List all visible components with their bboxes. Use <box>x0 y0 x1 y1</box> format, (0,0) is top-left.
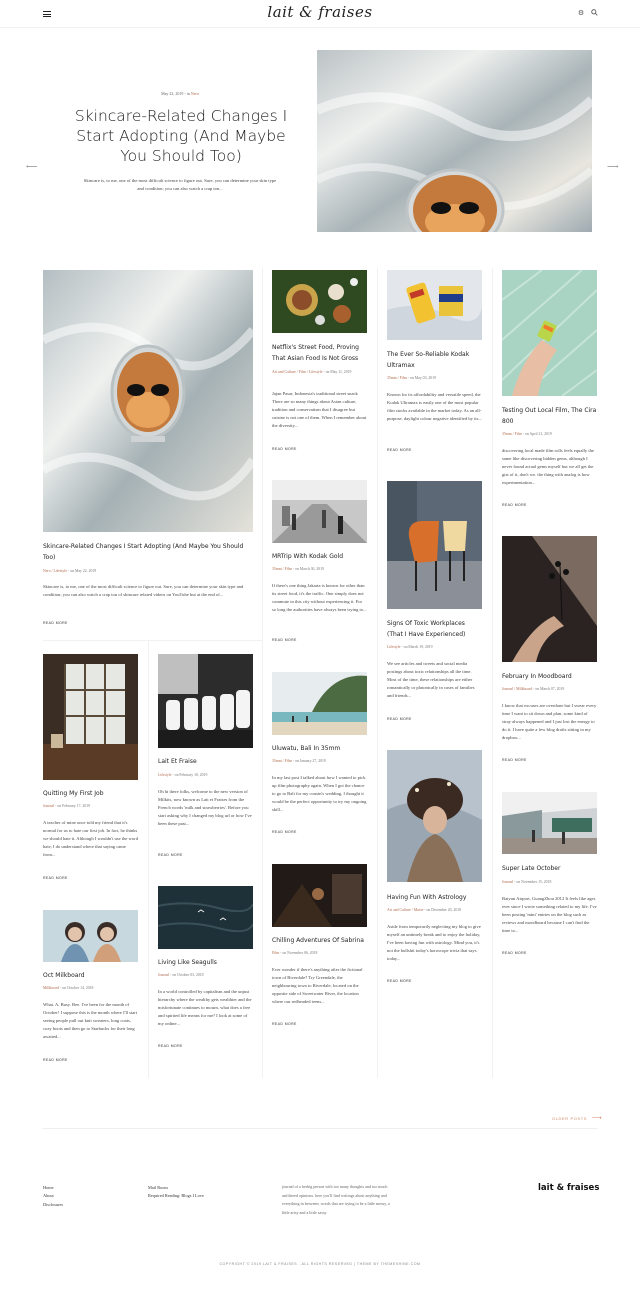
post-image[interactable] <box>502 270 597 396</box>
post-card[interactable] <box>272 672 367 837</box>
post-card[interactable] <box>43 270 253 630</box>
read-more-link[interactable]: READ MORE <box>502 951 527 955</box>
older-posts-label: OLDER POSTS <box>552 1116 588 1121</box>
post-title[interactable]: Quitting My First Job <box>43 790 104 797</box>
post-category[interactable]: Milkboard <box>43 986 60 990</box>
post-title[interactable]: Testing Out Local Film, The Cira 800 <box>502 407 597 425</box>
post-title[interactable]: Skincare-Related Changes I Start Adopting (And Maybe You Should Too) <box>43 543 244 561</box>
hero-image[interactable] <box>317 50 592 232</box>
footer-brand[interactable]: lait & fraises <box>538 1183 600 1193</box>
post-image[interactable] <box>158 654 253 748</box>
footer-link-home[interactable]: Home <box>43 1185 54 1190</box>
grid-divider <box>492 268 493 1078</box>
post-title[interactable]: Lait Et Fraise <box>158 758 197 765</box>
footer-link-required-reading[interactable]: Required Reading: Blogs I Love <box>148 1193 204 1198</box>
post-category[interactable]: Journal / Milkboard <box>502 687 533 691</box>
post-category[interactable]: 35mm / Film <box>272 759 292 763</box>
post-date: - on October 03, 2018 <box>170 973 204 977</box>
post-title[interactable]: The Ever So-Reliable Kodak Ultramax <box>387 351 470 369</box>
post-card[interactable] <box>272 864 367 1034</box>
arrow-left-icon[interactable]: ⟵ <box>26 162 38 171</box>
post-date: - on December 20, 2018 <box>424 908 462 912</box>
post-date: - on May 11, 2019 <box>323 370 352 374</box>
post-category[interactable]: Art and Culture / Musie <box>387 908 424 912</box>
post-excerpt: In a world controlled by capitalism and the unjust hierarchy where the wealthy gets wealthier and the misfortunate continues to mourn, what does a free and spirited life means for me? I look at some of my online... <box>158 989 252 1026</box>
post-date: - on November 15, 2018 <box>514 880 552 884</box>
post-excerpt: If there's one thing Jakarta is known for other than its street food, it's the traffic. One simply does not commute in this city without experiencing it. For so long the authorities have always been trying to... <box>272 583 367 612</box>
post-meta <box>387 645 433 649</box>
post-date: - on May 03, 2019 <box>407 376 436 380</box>
footer-link-about[interactable]: About <box>43 1193 54 1198</box>
grid-divider <box>377 268 378 1078</box>
post-meta <box>158 973 204 977</box>
post-category[interactable]: Journal <box>43 804 55 808</box>
post-category[interactable]: Art and Culture / Film / Lifestyle <box>272 370 323 374</box>
post-title[interactable]: Super Late October <box>502 865 561 872</box>
hero-in: - in <box>184 91 190 96</box>
post-excerpt: Baiyun Airport, GuangZhou 2012 It feels like ages ever since I wrote something related to my life. I've been posting 'mini' entries on the blog such as reviews and moodboard because I can't find the time to... <box>502 896 597 933</box>
post-meta <box>502 880 551 884</box>
footer-link-mail-room[interactable]: Mail Room <box>148 1185 168 1190</box>
read-more-link[interactable]: READ MORE <box>502 758 527 762</box>
post-excerpt: Aside from temporarily neglecting my blog to give myself an untimely break and to enjoy the holiday, I've been having fun with astrology. Mind you, it's not the bullshit today's horoscope trivia that says today... <box>387 924 481 961</box>
post-category[interactable]: Journal <box>502 880 514 884</box>
post-card[interactable] <box>43 910 138 1070</box>
post-date: - on March 19, 2019 <box>401 645 433 649</box>
post-title[interactable]: Having Fun With Astrology <box>387 894 467 901</box>
hero-title[interactable]: Skincare-Related Changes I Start Adopting (And Maybe You Should Too) <box>74 107 288 165</box>
post-card[interactable] <box>387 750 482 990</box>
post-image[interactable] <box>387 481 482 609</box>
footer-link-disclosures[interactable]: Disclosures <box>43 1202 64 1207</box>
post-meta <box>272 567 324 571</box>
post-title[interactable]: Netflix's Street Food, Proving That Asian Food Is Not Gross <box>272 344 359 362</box>
post-title[interactable]: Oct Milkboard <box>43 972 85 979</box>
grid-divider <box>148 640 149 1078</box>
read-more-link[interactable]: READ MORE <box>272 447 297 451</box>
copyright: COPYRIGHT © 2019 LAIT & FRAISES . ALL RIGHTS RESERVED | THEME BY THEMESHINE.COM <box>219 1262 421 1266</box>
grid-divider <box>262 268 263 1078</box>
hero-category[interactable]: Nero <box>190 91 199 96</box>
post-image[interactable] <box>43 654 138 780</box>
post-image[interactable] <box>43 270 253 532</box>
post-title[interactable]: Uluwatu, Bali In 35mm <box>272 745 341 752</box>
post-image[interactable] <box>502 792 597 854</box>
post-card[interactable] <box>502 270 597 510</box>
post-excerpt: Ever wonder if there's anything after the fictional town of Riverdale? Try Greendale, the neighbouring town to Riverdale, located on the opposite side of Sweetwater River, the location where our redheaded teens... <box>272 967 363 1004</box>
post-excerpt: Oh hi there folks, welcome to the new version of Milkits, now known as Lait et Fraises from the French words 'milk and strawberries'. Before you start asking why I changed my blog url or how I've been these past... <box>158 789 252 826</box>
post-category[interactable]: Nero / Lifestyle <box>43 569 68 573</box>
read-more-link[interactable]: READ MORE <box>158 1044 183 1048</box>
post-excerpt: We see articles and tweets and social media postings about toxic relationships all the time. Most of the time, these relationships are either romantically or platonically in cases of families and friends... <box>387 661 475 698</box>
footer-divider <box>43 1128 597 1129</box>
post-image[interactable] <box>272 864 367 927</box>
post-card[interactable] <box>158 654 253 864</box>
post-title[interactable]: Chilling Adventures Of Sabrina <box>272 937 364 944</box>
post-date: - on February 10, 2019 <box>172 773 208 777</box>
older-posts-link[interactable] <box>552 1114 602 1122</box>
arrow-right-icon[interactable]: ⟶ <box>607 162 619 171</box>
read-more-link[interactable]: READ MORE <box>387 979 412 983</box>
post-excerpt: Skincare is, to me, one of the most difficult science to figure out. Sure, you can determine your skin type and condition; you can also watch a crap ton of skincare related videos on YouTube but at the end of... <box>43 584 244 597</box>
post-excerpt: Known for its affordability and versatile speed, the Kodak Ultramax is easily one of the most popular film stocks available in the market today. As an all-purpose, daylight colour negative identified by its... <box>387 392 482 421</box>
read-more-link[interactable]: READ MORE <box>272 1022 297 1026</box>
post-date: - on January 27, 2019 <box>292 759 326 763</box>
read-more-link[interactable]: READ MORE <box>43 876 68 880</box>
post-meta <box>272 759 326 763</box>
post-meta <box>272 951 317 955</box>
post-date: - on February 17, 2019 <box>55 804 91 808</box>
read-more-link[interactable]: READ MORE <box>158 853 183 857</box>
read-more-link[interactable]: READ MORE <box>387 717 412 721</box>
post-date: - on April 21, 2019 <box>522 432 552 436</box>
post-card[interactable] <box>387 270 482 455</box>
post-excerpt: A teacher of mine once told my friend that it's normal for us to hate our first job. In fact, he thinks we should hate it. Although I wouldn't use the word hate, I do understand where that saying came from... <box>43 820 138 857</box>
post-image[interactable] <box>158 886 253 949</box>
post-title[interactable]: Living Like Seagulls <box>158 959 217 966</box>
post-meta <box>502 687 564 691</box>
read-more-link[interactable]: READ MORE <box>272 638 297 642</box>
post-excerpt: In my last post I talked about how I wanted to pick up film photography again. When I got the chance to go to Bali for my cousin's wedding, I thought it would be the perfect opportunity to try my ongoing skill... <box>272 775 367 812</box>
post-card[interactable] <box>502 792 597 962</box>
post-category[interactable]: Lifestyle <box>158 773 172 777</box>
gear-icon[interactable]: ⚙ <box>577 9 585 17</box>
post-image[interactable] <box>272 672 367 735</box>
post-meta <box>158 773 207 777</box>
post-meta <box>387 908 461 912</box>
post-meta <box>387 376 436 380</box>
site-header <box>0 0 640 28</box>
post-meta <box>43 804 90 808</box>
footer-about: journal of a herbig person with too many thoughts and too much unfiltered opinions. here you'll find writings about anything and everything in between; words that are trying to be a little messy, a little artsy and a little sassy. <box>282 1184 390 1215</box>
post-title[interactable]: MRTrip With Kodak Gold <box>272 553 344 560</box>
post-meta <box>272 369 367 375</box>
post-title[interactable]: February In Moodboard <box>502 673 572 680</box>
post-category[interactable]: Film <box>272 951 280 955</box>
post-card[interactable] <box>158 886 253 1056</box>
site-logo[interactable]: lait & fraises <box>267 3 373 21</box>
post-card[interactable] <box>43 654 138 884</box>
read-more-link[interactable]: READ MORE <box>502 503 527 507</box>
post-card[interactable] <box>272 480 367 645</box>
post-image[interactable] <box>502 536 597 662</box>
post-category[interactable]: 35mm / Film <box>272 567 292 571</box>
post-category[interactable]: Journal <box>158 973 170 977</box>
post-image[interactable] <box>272 480 367 543</box>
hero-excerpt: Skincare is, to me, one of the most difficult science to figure out. Sure, you can determine your skin type and condition; you can also watch a crap ton... <box>83 178 277 191</box>
post-excerpt: What. A. Busy. Bee. I've been for the month of October! I suppose this is the month where I'll start seeing people pull out knit sweaters, long coats, cozy boots and then go to Starbucks for their long awaited... <box>43 1002 138 1039</box>
post-meta <box>43 986 93 990</box>
post-card[interactable] <box>502 536 597 766</box>
post-category[interactable]: Lifestyle <box>387 645 401 649</box>
read-more-link[interactable]: READ MORE <box>43 621 68 625</box>
post-image[interactable] <box>43 910 138 962</box>
post-excerpt: Jajan Pasar, Indonesia's traditional street snack There are so many things about Asian culture, tradition and conservatism that I disagree but cuisine is not one of them. When I remember about the diversity... <box>272 391 367 428</box>
post-category[interactable]: 35mm / Film <box>502 432 522 436</box>
hero-meta <box>80 91 280 96</box>
post-date: - on October 14, 2018 <box>59 986 94 990</box>
post-image[interactable] <box>387 750 482 882</box>
search-icon[interactable] <box>590 9 598 17</box>
post-excerpt: I know that excuses are overdone but I swear every time I want to sit down and plan, some kind of stray always happened and I just lost the energy to do it. I have quite a few blog drafts sitting in my dropbox... <box>502 703 597 740</box>
post-meta <box>502 432 552 436</box>
hero-date: May 22, 2019 <box>161 91 184 96</box>
post-excerpt: discovering local made film rolls feels equally the same like discovering hidden gems, although I never found actual gems myself but we all get the gist of it, don't we. the thing with analog is how experimentation... <box>502 448 594 485</box>
post-card[interactable] <box>272 270 367 455</box>
post-date: - on November 06, 2018 <box>280 951 318 955</box>
grid-divider <box>43 640 262 641</box>
post-card[interactable] <box>387 481 482 726</box>
read-more-link[interactable]: READ MORE <box>272 830 297 834</box>
post-date: - on May 22, 2019 <box>68 569 97 573</box>
post-title[interactable]: Signs Of Toxic Workplaces (That I Have Experienced) <box>387 620 466 638</box>
post-date: - on March 07, 2019 <box>533 687 565 691</box>
read-more-link[interactable]: READ MORE <box>387 448 412 452</box>
post-meta <box>43 569 96 573</box>
post-image[interactable] <box>387 270 482 340</box>
post-category[interactable]: 35mm / Film <box>387 376 407 380</box>
post-image[interactable] <box>272 270 367 333</box>
arrow-right-icon: ⟶ <box>591 1115 603 1122</box>
post-date: - on March 30, 2019 <box>292 567 324 571</box>
read-more-link[interactable]: READ MORE <box>43 1058 68 1062</box>
